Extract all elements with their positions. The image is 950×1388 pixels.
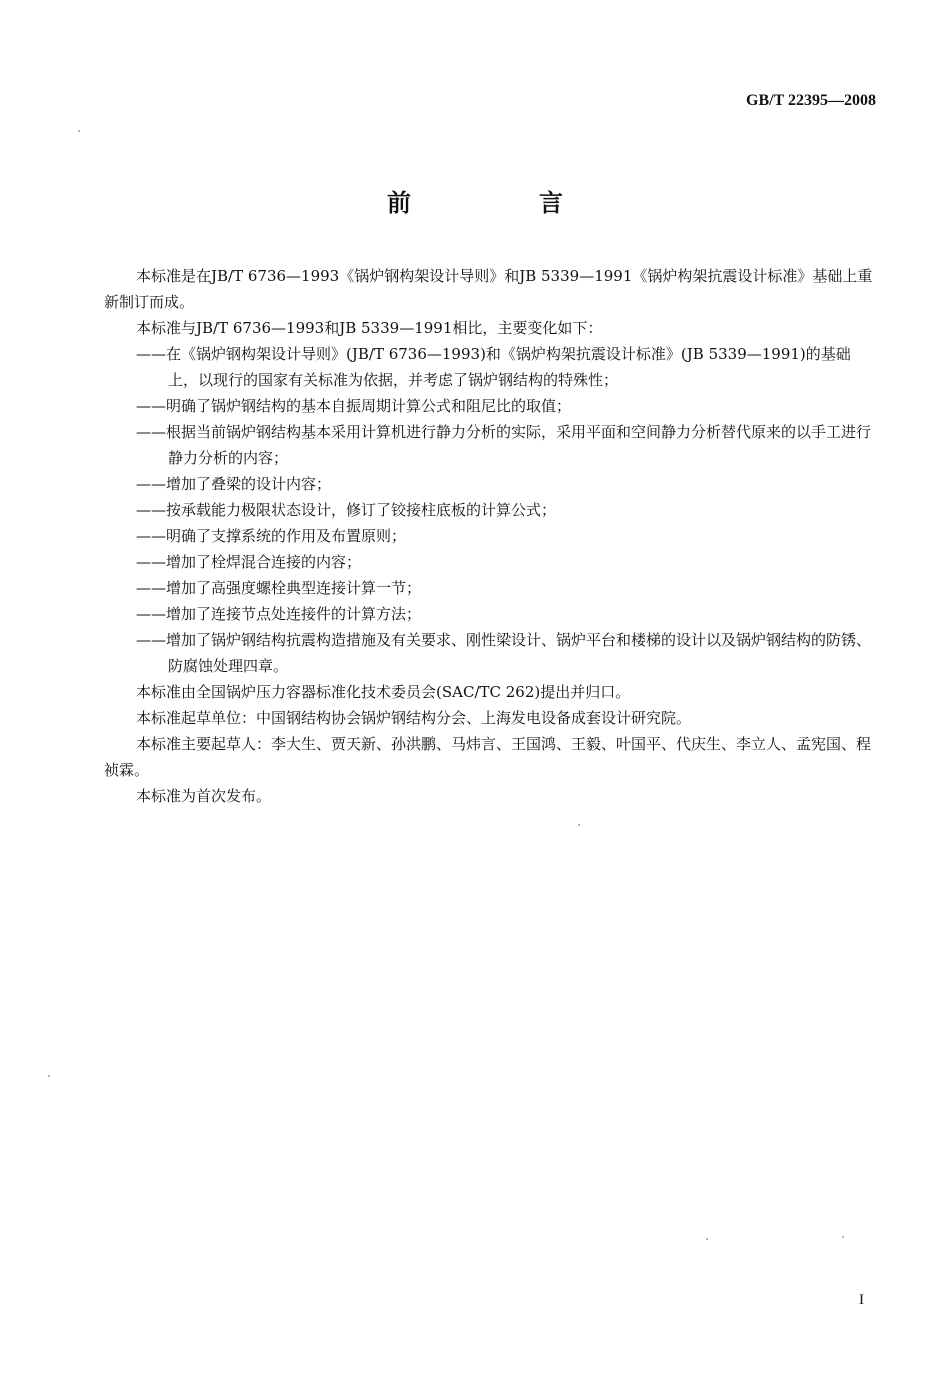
comparison-paragraph: 本标准与JB/T 6736—1993和JB 5339—1991相比，主要变化如下：	[136, 319, 603, 337]
page-title: 前 言	[387, 189, 615, 217]
change-item: ——在《锅炉钢构架设计导则》(JB/T 6736—1993)和《锅炉构架抗震设计标准》(JB 5339—1991)的基础上，以现行的国家有关标准为依据，并考虑了锅炉钢结构的特殊性；	[136, 345, 851, 389]
change-item: ——增加了连接节点处连接件的计算方法；	[136, 605, 422, 623]
first-release-paragraph: 本标准为首次发布。	[136, 787, 272, 805]
change-item: ——根据当前锅炉钢结构基本采用计算机进行静力分析的实际，采用平面和空间静力分析替代原来的以手工进行静力分析的内容；	[136, 423, 872, 467]
intro-paragraph: 本标准是在JB/T 6736—1993《锅炉钢构架设计导则》和JB 5339—1991《锅炉构架抗震设计标准》基础上重新制订而成。	[104, 267, 873, 311]
foreword-body	[104, 263, 880, 809]
proposer-paragraph: 本标准由全国锅炉压力容器标准化技术委员会(SAC/TC 262)提出并归口。	[136, 683, 631, 701]
change-item: ——明确了锅炉钢结构的基本自振周期计算公式和阻尼比的取值；	[136, 397, 572, 415]
change-item: ——明确了支撑系统的作用及布置原则；	[136, 527, 407, 545]
change-item: ——增加了高强度螺栓典型连接计算一节；	[136, 579, 422, 597]
scan-speck	[578, 824, 580, 826]
scan-speck	[78, 130, 80, 132]
change-item: ——按承载能力极限状态设计，修订了铰接柱底板的计算公式；	[136, 501, 557, 519]
scan-speck	[842, 1236, 844, 1238]
scan-speck	[706, 1238, 708, 1240]
scan-speck	[48, 1075, 50, 1077]
drafting-unit-paragraph: 本标准起草单位：中国钢结构协会锅炉钢结构分会、上海发电设备成套设计研究院。	[136, 709, 692, 727]
page-number: I	[859, 1292, 864, 1308]
standard-number: GB/T 22395—2008	[746, 92, 876, 109]
change-item: ——增加了锅炉钢结构抗震构造措施及有关要求、刚性梁设计、锅炉平台和楼梯的设计以及锅炉钢结构的防锈、防腐蚀处理四章。	[136, 631, 872, 675]
change-item: ——增加了栓焊混合连接的内容；	[136, 553, 362, 571]
change-item: ——增加了叠梁的设计内容；	[136, 475, 332, 493]
drafters-paragraph: 本标准主要起草人：李大生、贾天新、孙洪鹏、马炜言、王国鸿、王毅、叶国平、代庆生、李立人、孟宪国、程祯霖。	[104, 735, 872, 779]
